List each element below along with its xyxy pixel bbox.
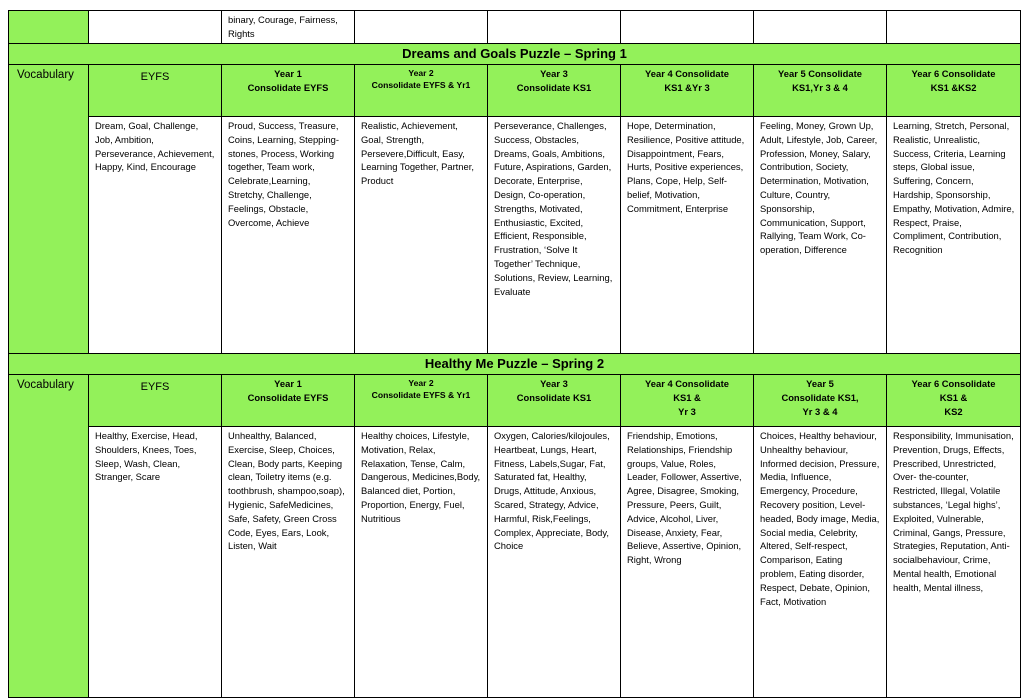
header-line: Consolidate KS1 <box>516 392 592 403</box>
header-line: Consolidate KS1, <box>781 392 859 403</box>
header-line: Year 6 Consolidate <box>911 68 996 79</box>
header-line: Year 1 <box>274 68 302 79</box>
dreams-section-title: Dreams and Goals Puzzle – Spring 1 <box>9 44 1021 65</box>
header-line: Yr 3 & 4 <box>802 406 838 417</box>
year4-cell <box>621 11 754 44</box>
year5-header <box>754 65 887 117</box>
year4-words: Hope, Determination, Resilience, Positive attitude, Disappointment, Fears, Hurts, Positive experiences, Plans, Cope, Help, Self- belief, Motivation, Commitment, Enterprise <box>621 117 754 354</box>
header-line: Year 2 <box>408 378 434 388</box>
year5-words: Choices, Healthy behaviour, Unhealthy behaviour, Informed decision, Pressure, Media, Influence, Emergency, Procedure, Recovery position, Level-headed, Body image, Media, Social media, Celebrity, Altered, Self-respect, Comparison, Eating problem, Eating disorder, Respect, Debate, Opinion, Fact, Motivation <box>754 427 887 698</box>
year3-cell <box>488 11 621 44</box>
header-line: Year 4 Consolidate <box>645 68 729 79</box>
puzzle-vocabulary-table <box>8 10 1021 698</box>
year1-header <box>222 65 355 117</box>
header-line: Yr 3 <box>678 406 696 417</box>
header-line: KS1 & <box>673 392 701 403</box>
section-title-row <box>9 354 1021 375</box>
section-title-row <box>9 44 1021 65</box>
year3-header <box>488 375 621 427</box>
vocabulary-words-row <box>9 427 1021 698</box>
year3-words: Oxygen, Calories/kilojoules, Heartbeat, Lungs, Heart, Fitness, Labels,Sugar, Fat, Saturated fat, Healthy, Drugs, Attitude, Anxious, Scared, Strategy, Advice, Harmful, Risk,Feelings, Complex, Appreciate, Body, Choice <box>488 427 621 698</box>
header-line: KS1 &Yr 3 <box>664 82 710 93</box>
year6-header <box>887 375 1021 427</box>
header-line: Year 5 <box>806 378 834 389</box>
eyfs-cell <box>89 11 222 44</box>
vocabulary-words-row <box>9 117 1021 354</box>
vocabulary-label: Vocabulary <box>9 375 89 698</box>
year2-cell <box>355 11 488 44</box>
year6-cell <box>887 11 1021 44</box>
year2-header <box>355 375 488 427</box>
year4-header <box>621 375 754 427</box>
header-line: Consolidate EYFS & Yr1 <box>371 390 471 400</box>
healthy-section-title: Healthy Me Puzzle – Spring 2 <box>9 354 1021 375</box>
header-line: KS2 <box>944 406 963 417</box>
year6-words: Learning, Stretch, Personal, Realistic, Unrealistic, Success, Criteria, Learning steps, Global issue, Suffering, Concern, Hardship, Sponsorship, Empathy, Motivation, Admire, Respect, Praise, Compliment, Contribution, Recognition <box>887 117 1021 354</box>
year5-cell <box>754 11 887 44</box>
header-line: Consolidate EYFS & Yr1 <box>371 80 471 90</box>
header-line: Year 4 Consolidate <box>645 378 729 389</box>
header-line: KS1 & <box>939 392 968 403</box>
header-line: Year 6 Consolidate <box>911 378 996 389</box>
year1-words: Proud, Success, Treasure, Coins, Learning, Stepping- stones, Process, Working together, Team work, Celebrate,Learning, Stretchy, Challenge, Feelings, Obstacle, Overcome, Achieve <box>222 117 355 354</box>
vocab-label-cell <box>9 11 89 44</box>
header-line: Consolidate KS1 <box>516 82 592 93</box>
year1-header <box>222 375 355 427</box>
year5-header <box>754 375 887 427</box>
year4-words: Friendship, Emotions, Relationships, Friendship groups, Value, Roles, Leader, Follower, Assertive, Agree, Disagree, Smoking, Pressure, Peers, Guilt, Advice, Alcohol, Liver, Disease, Anxiety, Fear, Believe, Assertive, Opinion, Right, Wrong <box>621 427 754 698</box>
year3-header <box>488 65 621 117</box>
header-line: KS1,Yr 3 & 4 <box>792 82 848 93</box>
year2-words: Realistic, Achievement, Goal, Strength, Persevere,Difficult, Easy, Learning Together, Partner, Product <box>355 117 488 354</box>
header-line: Year 3 <box>540 378 568 389</box>
top-partial-row <box>9 11 1021 44</box>
year6-header <box>887 65 1021 117</box>
eyfs-header: EYFS <box>89 375 222 427</box>
year6-words: Responsibility, Immunisation, Prevention, Drugs, Effects, Prescribed, Unrestricted, Over- the-counter, Restricted, Illegal, Volatile substances, ‘Legal highs’, Exploited, Vulnerable, Criminal, Gangs, Pressure, Strategies, Reputation, Anti-socialbehaviour, Crime, Mental health, Emotional health, Mental illness, <box>887 427 1021 698</box>
year2-words: Healthy choices, Lifestyle, Motivation, Relax, Relaxation, Tense, Calm, Dangerous, Medicines,Body, Balanced diet, Portion, Proportion, Energy, Fuel, Nutritious <box>355 427 488 698</box>
year1-words-cell <box>222 11 355 44</box>
year-header-row <box>9 65 1021 117</box>
header-line: Year 3 <box>540 68 568 79</box>
eyfs-words: Dream, Goal, Challenge, Job, Ambition, Perseverance, Achievement, Happy, Kind, Encourage <box>89 117 222 354</box>
header-line: Year 2 <box>408 68 434 78</box>
year1-words: binary, Courage, Fairness, Rights <box>228 14 338 39</box>
year4-header <box>621 65 754 117</box>
year5-words: Feeling, Money, Grown Up, Adult, Lifestyle, Job, Career, Profession, Money, Salary, Contribution, Society, Determination, Motivation, Culture, Country, Sponsorship, Communication, Support, Rallying, Team Work, Co-operation, Difference <box>754 117 887 354</box>
header-line: Consolidate EYFS <box>247 82 329 93</box>
header-line: Consolidate EYFS <box>247 392 329 403</box>
year2-header <box>355 65 488 117</box>
header-line: KS1 &KS2 <box>930 82 977 93</box>
eyfs-words: Healthy, Exercise, Head, Shoulders, Knees, Toes, Sleep, Wash, Clean, Stranger, Scare <box>89 427 222 698</box>
year-header-row <box>9 375 1021 427</box>
header-line: Year 1 <box>274 378 302 389</box>
year3-words: Perseverance, Challenges, Success, Obstacles, Dreams, Goals, Ambitions, Future, Aspirations, Garden, Decorate, Enterprise, Design, Co-operation, Strengths, Motivated, Enthusiastic, Excited, Efficient, Responsible, Frustration, ‘Solve It Together’ Technique, Solutions, Review, Learning, Evaluate <box>488 117 621 354</box>
eyfs-header: EYFS <box>89 65 222 117</box>
header-line: Year 5 Consolidate <box>778 68 862 79</box>
year1-words: Unhealthy, Balanced, Exercise, Sleep, Choices, Clean, Body parts, Keeping clean, Toiletry items (e.g. toothbrush, shampoo,soap), Hygienic, SafeMedicines, Safe, Safety, Green Cross Code, Eyes, Ears, Look, Listen, Wait <box>222 427 355 698</box>
vocabulary-label: Vocabulary <box>9 65 89 354</box>
